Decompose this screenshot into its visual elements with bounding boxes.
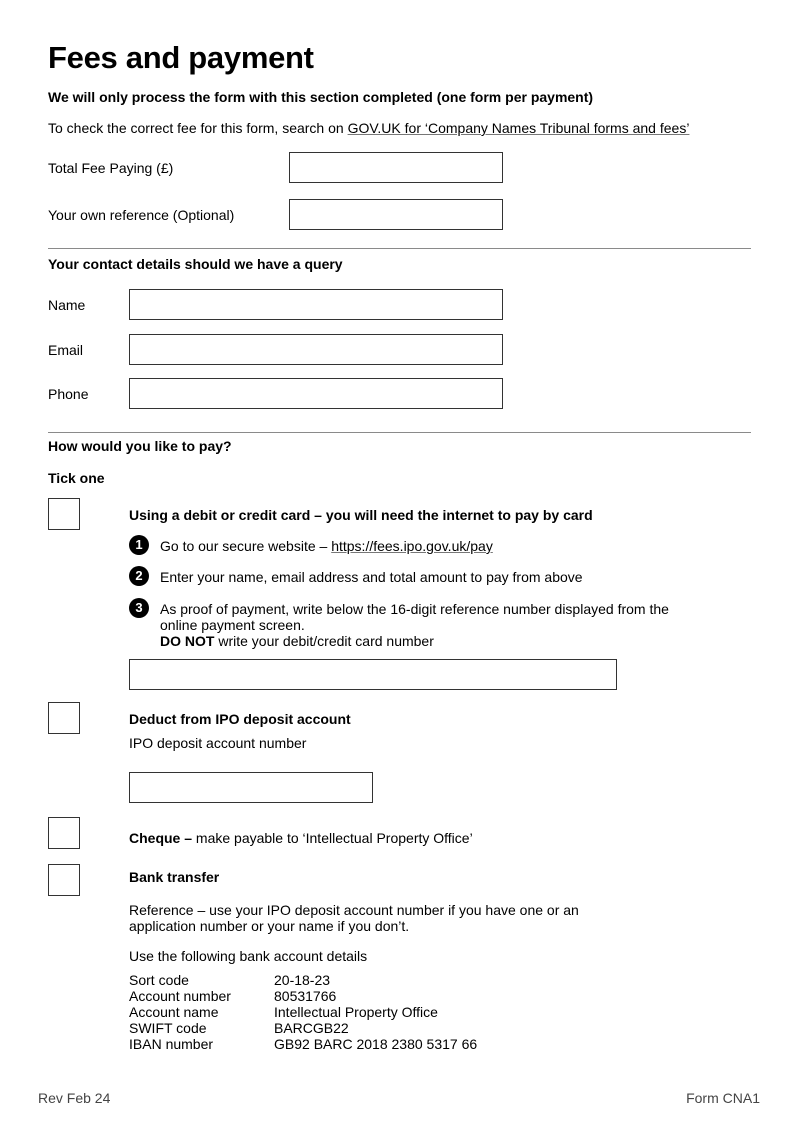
- card-payment-checkbox[interactable]: [48, 498, 80, 530]
- step-2-badge: 2: [129, 566, 149, 586]
- bank-detail-row: [129, 972, 477, 988]
- bank-reference-line-2: application number or your name if you don’t.: [129, 918, 410, 934]
- step-1-badge: 1: [129, 535, 149, 555]
- fees-website-link[interactable]: https://fees.ipo.gov.uk/pay: [331, 538, 493, 554]
- total-fee-input[interactable]: [289, 152, 503, 183]
- bank-detail-value: Intellectual Property Office: [274, 1004, 438, 1020]
- page-title: Fees and payment: [48, 40, 314, 75]
- own-reference-input[interactable]: [289, 199, 503, 230]
- step-1-text: [160, 538, 493, 554]
- bank-detail-key: Account name: [129, 1004, 219, 1020]
- section-divider: [48, 432, 751, 433]
- card-reference-input[interactable]: [129, 659, 617, 690]
- revision-footer: Rev Feb 24: [38, 1090, 111, 1106]
- own-reference-label: Your own reference (Optional): [48, 207, 235, 223]
- bank-detail-row: [129, 1020, 477, 1036]
- bank-detail-value: GB92 BARC 2018 2380 5317 66: [274, 1036, 478, 1052]
- check-fee-text: [48, 120, 689, 136]
- step-2-text: Enter your name, email address and total amount to pay from above: [160, 569, 583, 585]
- card-payment-title: Using a debit or credit card – you will need the internet to pay by card: [129, 507, 593, 523]
- cheque-checkbox[interactable]: [48, 817, 80, 849]
- bank-details-intro: Use the following bank account details: [129, 948, 368, 964]
- bank-detail-row: [129, 1036, 477, 1052]
- cheque-text: [129, 830, 473, 846]
- bank-detail-value: BARCGB22: [274, 1020, 349, 1036]
- do-not-rest: write your debit/credit card number: [214, 633, 434, 649]
- bank-details-table: [129, 972, 477, 1052]
- deposit-account-title: Deduct from IPO deposit account: [129, 711, 351, 727]
- bank-detail-key: SWIFT code: [129, 1020, 207, 1036]
- step-3-warning: [160, 633, 434, 649]
- bank-detail-key: IBAN number: [129, 1036, 214, 1052]
- deposit-account-checkbox[interactable]: [48, 702, 80, 734]
- section-divider: [48, 248, 751, 249]
- phone-label: Phone: [48, 386, 89, 402]
- bank-detail-value: 20-18-23: [274, 972, 331, 988]
- bank-detail-key: Sort code: [129, 972, 189, 988]
- cheque-label: Cheque –: [129, 830, 193, 846]
- bank-detail-row: [129, 1004, 477, 1020]
- contact-heading: Your contact details should we have a query: [48, 256, 343, 272]
- bank-detail-value: 80531766: [274, 988, 337, 1004]
- processing-notice: We will only process the form with this section completed (one form per payment): [48, 89, 594, 105]
- deposit-account-input[interactable]: [129, 772, 373, 803]
- bank-transfer-checkbox[interactable]: [48, 864, 80, 896]
- bank-reference-line-1: Reference – use your IPO deposit account number if you have one or an: [129, 902, 579, 918]
- name-label: Name: [48, 297, 86, 313]
- cheque-instructions: make payable to ‘Intellectual Property Office’: [192, 830, 473, 846]
- step-1-label: Go to our secure website –: [160, 538, 332, 554]
- bank-transfer-title: Bank transfer: [129, 869, 220, 885]
- check-fee-prefix: To check the correct fee for this form, search on: [48, 120, 348, 136]
- bank-detail-key: Account number: [129, 988, 231, 1004]
- step-3-line-2: online payment screen.: [160, 617, 305, 633]
- total-fee-label: Total Fee Paying (£): [48, 160, 174, 176]
- tick-one-label: Tick one: [48, 470, 105, 486]
- phone-input[interactable]: [129, 378, 503, 409]
- email-input[interactable]: [129, 334, 503, 365]
- step-3-line-1: As proof of payment, write below the 16-digit reference number displayed from the: [160, 601, 669, 617]
- govuk-fees-link[interactable]: GOV.UK for ‘Company Names Tribunal forms and fees’: [347, 120, 690, 136]
- deposit-account-label: IPO deposit account number: [129, 735, 307, 751]
- do-not-label: DO NOT: [160, 633, 215, 649]
- bank-detail-row: [129, 988, 477, 1004]
- email-label: Email: [48, 342, 84, 358]
- payment-heading: How would you like to pay?: [48, 438, 232, 454]
- form-id-footer: Form CNA1: [686, 1090, 760, 1106]
- step-3-badge: 3: [129, 598, 149, 618]
- name-input[interactable]: [129, 289, 503, 320]
